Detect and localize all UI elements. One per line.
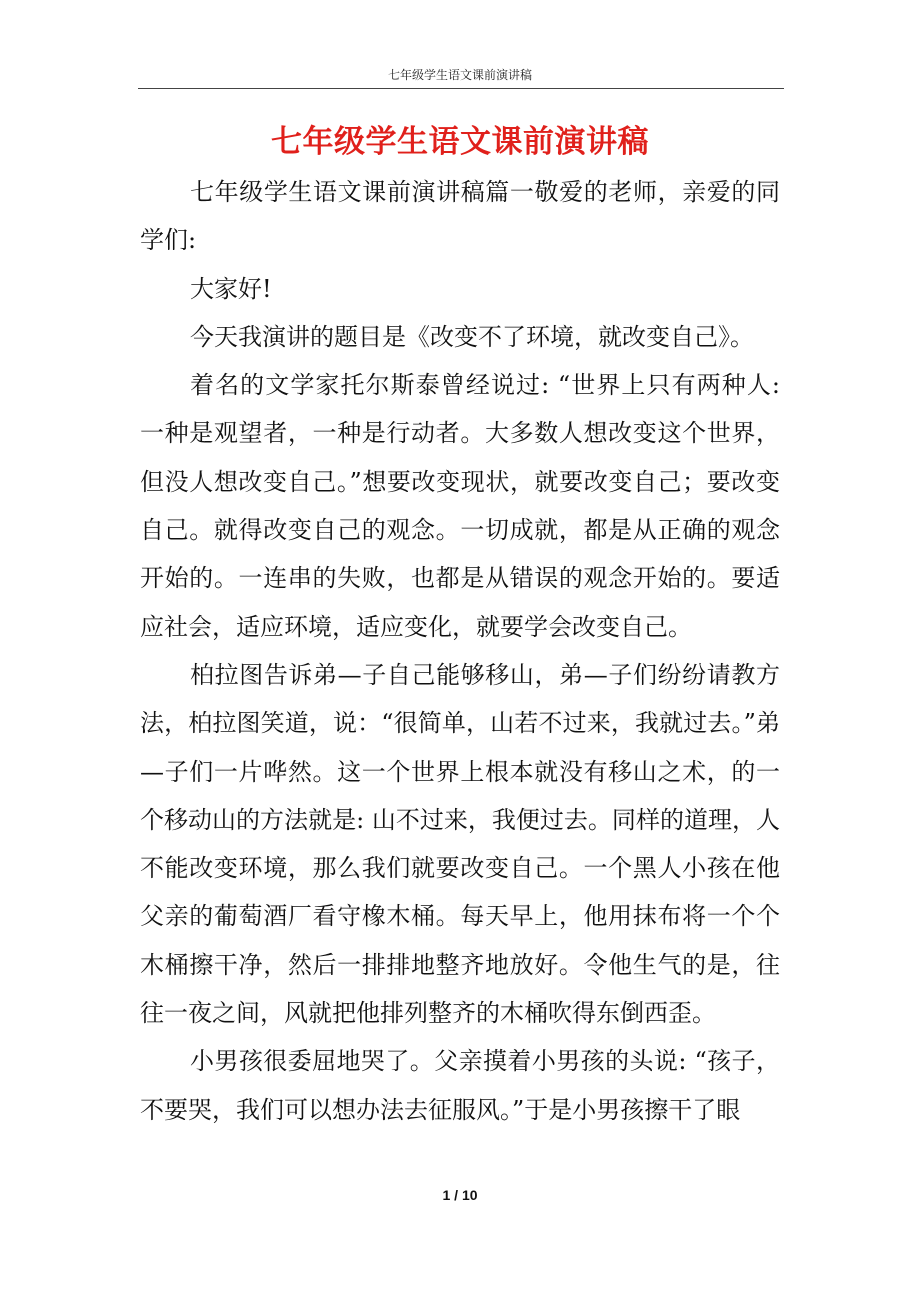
paragraph: 今天我演讲的题目是《改变不了环境，就改变自己》。 bbox=[190, 322, 754, 351]
paragraph: 着名的文学家托尔斯泰曾经说过: “世界上只有两种人: 一种是观望者，一种是行动者。大多数人想改变这个世界，但没人想改变自己。”想要改变现状，就要改变自己；要改变自己。就得改变自己的观念。一切成就，都是从正确的观念开始的。一连串的失败，也都是从错误的观念开始的。要适应社会，适应环境，适应变化，就要学会改变自己。 bbox=[140, 371, 780, 641]
paragraph: 大家好! bbox=[190, 274, 272, 303]
paragraph: 七年级学生语文课前演讲稿篇一敬爱的老师，亲爱的同学们: bbox=[140, 178, 780, 255]
document-body bbox=[140, 168, 780, 1134]
running-header: 七年级学生语文课前演讲稿 bbox=[387, 68, 532, 82]
paragraph: 柏拉图告诉弟—子自己能够移山，弟—子们纷纷请教方法，柏拉图笑道，说：“很简单，山若不过来，我就过去。”弟—子们一片哗然。这一个世界上根本就没有移山之术，的一个移动山的方法就是: 山不过来，我便过去。同样的道理，人不能改变环境，那么我们就要改变自己。一个黑人小孩在他父亲的葡萄酒厂看守橡木桶。每天早上，他用抹布将一个个木桶擦干净，然后一排排地整齐地放好。令他生气的是，往往一夜之间，风就把他排列整齐的木桶吹得东倒西歪。 bbox=[140, 660, 780, 1028]
page-number: 1 / 10 bbox=[442, 1187, 478, 1203]
header-divider bbox=[138, 88, 784, 89]
paragraph: 小男孩很委屈地哭了。父亲摸着小男孩的头说: “孩子，不要哭，我们可以想办法去征服风。”于是小男孩擦干了眼 bbox=[140, 1047, 780, 1124]
document-title: 七年级学生语文课前演讲稿 bbox=[271, 124, 649, 160]
